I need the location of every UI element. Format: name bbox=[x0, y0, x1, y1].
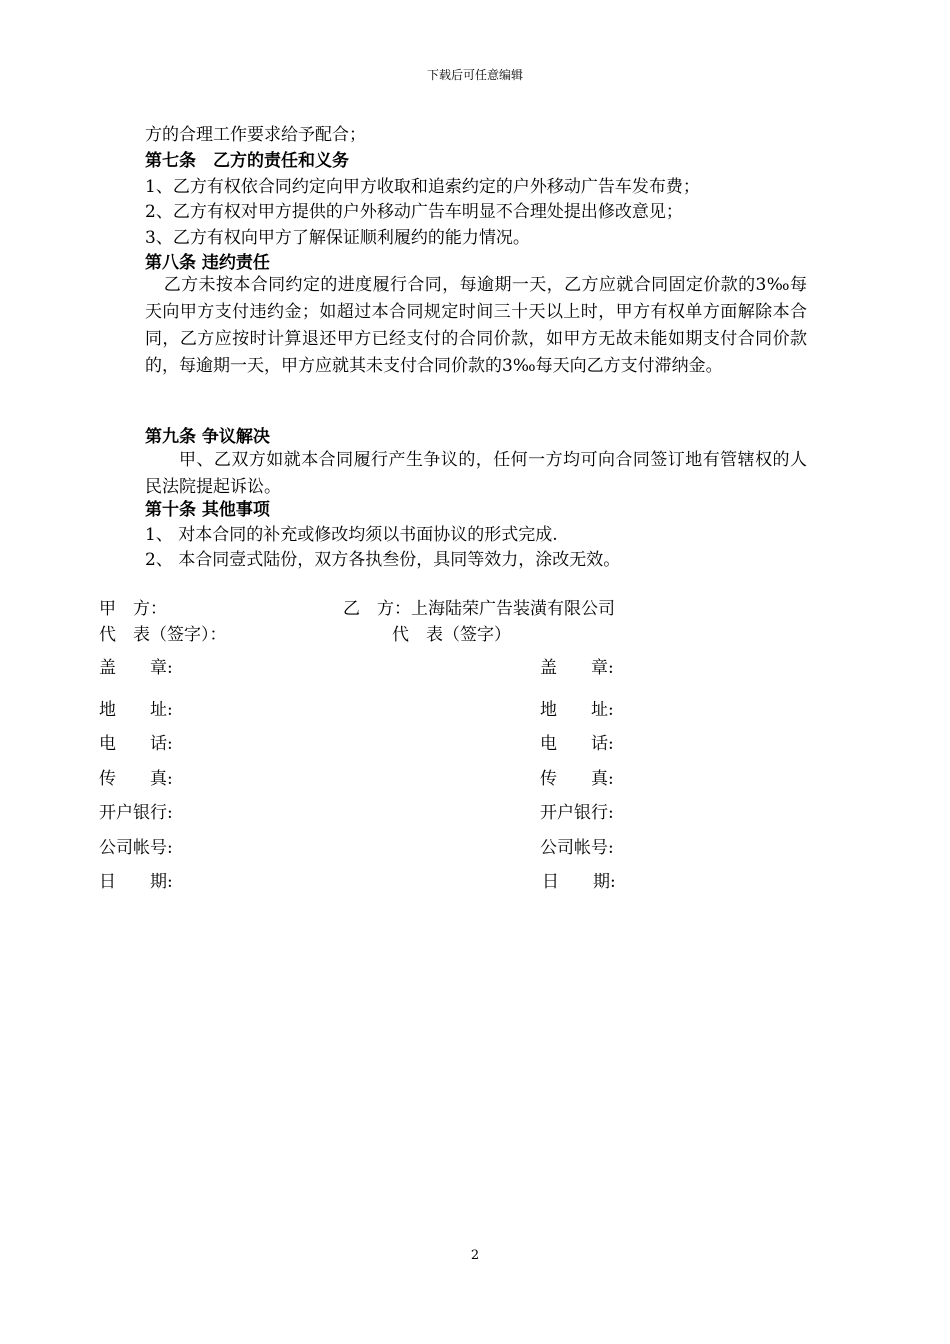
party-a-phone: 电 话: bbox=[99, 734, 173, 754]
article-7-title: 第七条 乙方的责任和义务 bbox=[145, 151, 349, 171]
party-b-seal: 盖 章: bbox=[540, 658, 614, 678]
page-number: 2 bbox=[470, 1248, 480, 1263]
article-10-title: 第十条 其他事项 bbox=[145, 500, 270, 520]
party-b-bank: 开户银行: bbox=[540, 803, 614, 823]
article-7-item-2: 2、乙方有权对甲方提供的户外移动广告车明显不合理处提出修改意见； bbox=[145, 202, 683, 222]
party-a-address: 地 址: bbox=[99, 700, 173, 720]
article-7-item-1: 1、乙方有权依合同约定向甲方收取和追索约定的户外移动广告车发布费； bbox=[145, 177, 700, 197]
party-a-label: 甲 方： bbox=[99, 599, 167, 619]
party-a-date: 日 期: bbox=[99, 872, 173, 892]
party-b-address: 地 址: bbox=[540, 700, 614, 720]
article-7-item-3: 3、乙方有权向甲方了解保证顺利履约的能力情况。 bbox=[145, 228, 530, 248]
article-10-item-2: 2、 本合同壹式陆份，双方各执叁份，具同等效力，涂改无效。 bbox=[145, 550, 621, 570]
continuation-line: 方的合理工作要求给予配合； bbox=[145, 125, 366, 145]
party-b-label: 乙 方：上海陆荣广告装潢有限公司 bbox=[343, 599, 615, 619]
party-b-date: 日 期: bbox=[542, 872, 616, 892]
party-b-account: 公司帐号: bbox=[540, 838, 614, 858]
party-b-fax: 传 真: bbox=[540, 769, 614, 789]
article-10-item-1: 1、 对本合同的补充或修改均须以书面协议的形式完成. bbox=[145, 525, 558, 545]
party-a-representative: 代 表（签字）： bbox=[99, 625, 227, 645]
party-a-seal: 盖 章: bbox=[99, 658, 173, 678]
party-b-representative: 代 表（签字） bbox=[392, 625, 511, 645]
article-8-body: 乙方未按本合同约定的进度履行合同，每逾期一天，乙方应就合同固定价款的3‰每天向甲方支付违约金；如超过本合同规定时间三十天以上时，甲方有权单方面解除本合同，乙方应按时计算退还甲方已经支付的合同价款，如甲方无故未能如期支付合同价款的，每逾期一天，甲方应就其未支付合同价款的3‰每天向乙方支付滞纳金。 bbox=[145, 275, 807, 376]
party-b-phone: 电 话: bbox=[540, 734, 614, 754]
article-9-title: 第九条 争议解决 bbox=[145, 427, 270, 447]
header-note: 下载后可任意编辑 bbox=[426, 68, 523, 82]
party-a-account: 公司帐号: bbox=[99, 838, 173, 858]
party-a-bank: 开户银行: bbox=[99, 803, 173, 823]
article-8-title: 第八条 违约责任 bbox=[145, 253, 270, 273]
party-a-fax: 传 真: bbox=[99, 769, 173, 789]
article-9-body: 甲、乙双方如就本合同履行产生争议的，任何一方均可向合同签订地有管辖权的人民法院提起诉讼。 bbox=[145, 450, 807, 497]
